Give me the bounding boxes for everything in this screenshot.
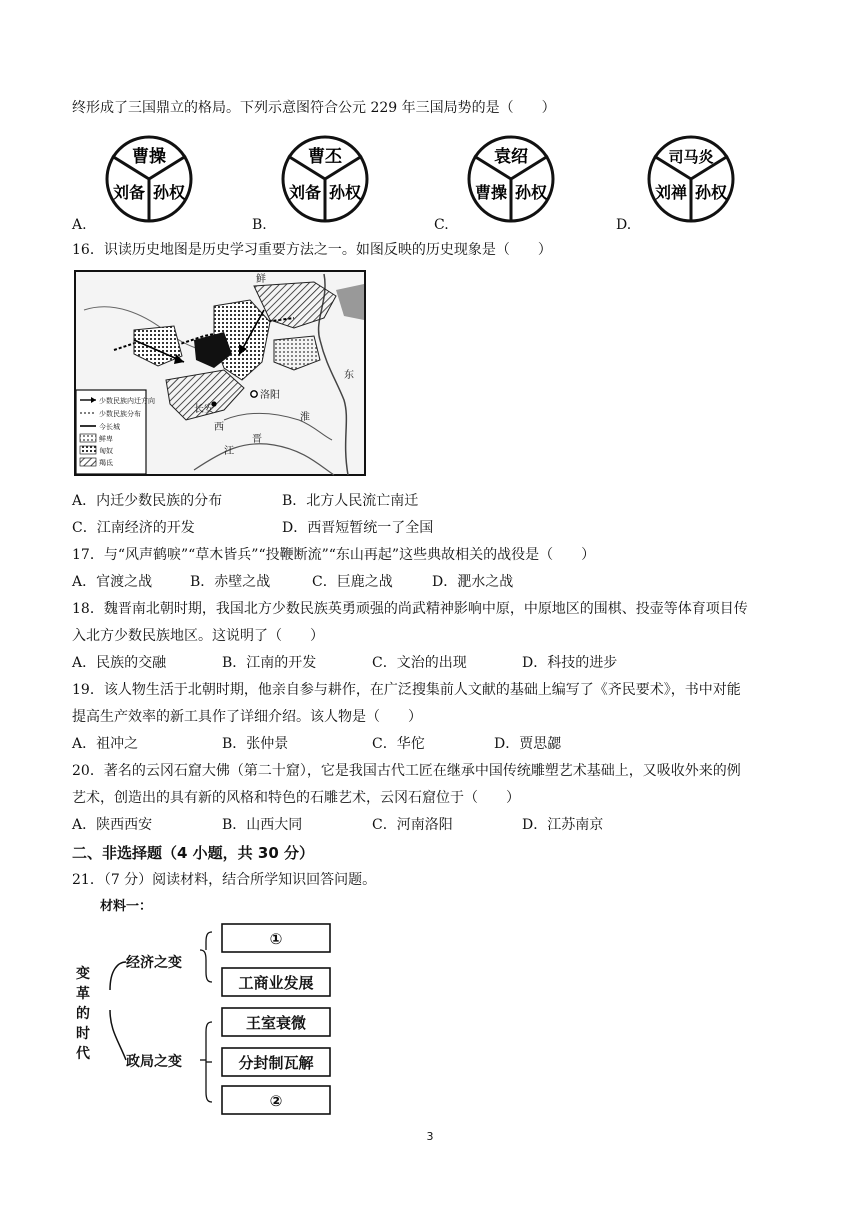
q20-option-b: B．山西大同	[222, 817, 303, 833]
section-heading: 二、非选择题（4 小题，共 30 分）	[72, 844, 314, 862]
q18-option-d: D．科技的进步	[522, 655, 618, 671]
q15-circle-top: 袁绍	[494, 147, 528, 167]
q20-stem-line1: 20．著名的云冈石窟大佛（第二十窟），它是我国古代工匠在继承中国传统雕塑艺术基础上，又吸收外来的例	[72, 763, 741, 779]
q17-stem: 17．与“风声鹤唳”“草木皆兵”“投鞭断流”“东山再起”这些典故相关的战役是（ ）	[72, 547, 596, 563]
map-label-jin: 晋	[252, 434, 262, 445]
q16-option-d: D．西晋短暂统一了全国	[282, 520, 434, 536]
q20-stem-line2: 艺术，创造出的具有新的风格和特色的石雕艺术，云冈石窟位于（ ）	[72, 790, 520, 806]
q15-option-letter: B.	[252, 217, 267, 233]
q15-option-circle	[104, 134, 194, 224]
q15-option-circle	[280, 134, 370, 224]
q15-circle-top: 曹操	[132, 147, 166, 167]
q17-option-d: D．淝水之战	[432, 574, 514, 590]
q15-option-letter: D.	[616, 217, 632, 233]
map-label-dong: 东	[344, 370, 354, 381]
q19-stem-line1: 19．该人物生活于北朝时期，他亲自参与耕作，在广泛搜集前人文献的基础上编写了《齐民要术》，书中对能	[72, 682, 741, 698]
map-label-jiang: 江	[224, 446, 234, 457]
q15-circle-top: 曹丕	[308, 147, 342, 167]
legend-distribution: 少数民族分布	[99, 410, 141, 418]
legend-xianbei: 鲜卑	[99, 435, 113, 443]
q15-circle-left: 刘备	[112, 183, 146, 202]
q15-circle-right: 孙权	[152, 183, 186, 202]
map-label-xianbei: 鲜	[256, 274, 266, 285]
q17-option-a: A．官渡之战	[72, 574, 153, 590]
material-label: 材料一：	[100, 899, 153, 914]
legend-xiongnu: 匈奴	[99, 447, 113, 455]
q21-stem: 21．（7 分）阅读材料，结合所学知识回答问题。	[72, 872, 377, 888]
page-number: 3	[426, 1130, 434, 1143]
q16-option-b: B．北方人民流亡南迁	[282, 493, 419, 509]
q18-option-c: C．文治的出现	[372, 655, 467, 671]
map-label-huai: 淮	[300, 412, 310, 423]
q15-option-circle	[646, 134, 736, 224]
legend-jie-di: 羯氐	[99, 459, 113, 467]
q20-option-a: A．陕西西安	[72, 817, 153, 833]
q15-circle-top: 司马炎	[668, 148, 714, 166]
q18-option-b: B．江南的开发	[222, 655, 317, 671]
map-label-luoyang: 洛阳	[260, 390, 280, 401]
q19-stem-line2: 提高生产效率的新工具作了详细介绍。该人物是（ ）	[72, 709, 422, 725]
q15-stem: 终形成了三国鼎立的格局。下列示意图符合公元 229 年三国局势的是（ ）	[72, 100, 556, 116]
q18-stem-line2: 入北方少数民族地区。这说明了（ ）	[72, 628, 324, 644]
q17-option-b: B．赤壁之战	[190, 574, 271, 590]
q19-option-d: D．贾思勰	[494, 736, 562, 752]
diagram-box-5: ②	[269, 1092, 283, 1110]
diagram-box-2: 工商业发展	[238, 974, 314, 992]
diagram-box-4: 分封制瓦解	[238, 1054, 314, 1072]
q15-option-circle	[466, 134, 556, 224]
diagram-branch-politics: 政局之变	[126, 1054, 182, 1070]
legend-great-wall: 今长城	[99, 423, 120, 431]
q19-option-a: A．祖冲之	[72, 736, 139, 752]
q21-diagram	[70, 920, 350, 1120]
q15-circle-right: 孙权	[514, 183, 548, 202]
historical-map	[74, 270, 366, 476]
diagram-box-3: 王室衰微	[245, 1014, 307, 1032]
q15-circle-left: 刘禅	[654, 183, 688, 202]
q17-option-c: C．巨鹿之战	[312, 574, 393, 590]
map-label-changan: 长安	[194, 404, 214, 415]
q19-option-c: C．华佗	[372, 736, 425, 752]
q15-circle-right: 孙权	[694, 183, 728, 202]
diagram-branch-economy: 经济之变	[126, 955, 182, 971]
map-label-xi: 西	[214, 422, 224, 433]
diagram-vertical-title: 变革的时代	[76, 966, 90, 1062]
q20-option-c: C．河南洛阳	[372, 817, 453, 833]
q16-option-c: C．江南经济的开发	[72, 520, 195, 536]
q15-option-letter: A.	[72, 217, 87, 233]
q20-option-d: D．江苏南京	[522, 817, 604, 833]
q15-circle-left: 曹操	[474, 183, 508, 202]
q19-option-b: B．张仲景	[222, 736, 289, 752]
q18-stem-line1: 18．魏晋南北朝时期，我国北方少数民族英勇顽强的尚武精神影响中原，中原地区的围棋、投壶等体育项目传	[72, 601, 748, 617]
q16-option-a: A．内迁少数民族的分布	[72, 493, 223, 509]
diagram-box-1: ①	[269, 930, 283, 948]
legend-migration: 少数民族内迁方向	[99, 397, 155, 405]
q16-stem: 16．识读历史地图是历史学习重要方法之一。如图反映的历史现象是（ ）	[72, 242, 552, 258]
q18-option-a: A．民族的交融	[72, 655, 167, 671]
q15-option-letter: C.	[434, 217, 449, 233]
q15-circle-left: 刘备	[288, 183, 322, 202]
q15-circle-right: 孙权	[328, 183, 362, 202]
